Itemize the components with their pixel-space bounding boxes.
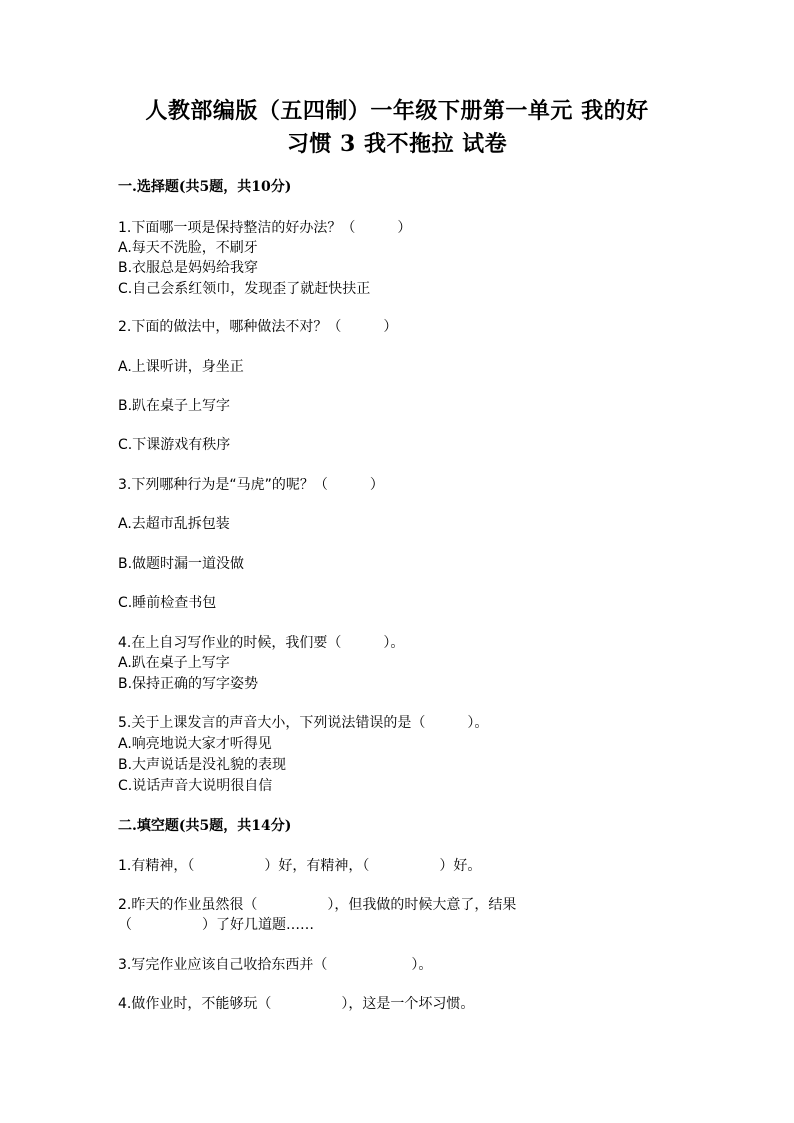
- section-heading-fill-blank: 二.填空题(共5题，共14分): [118, 818, 292, 834]
- page-title-line-2: 习惯 3 我不拖拉 试卷: [286, 131, 508, 157]
- question-option: B.保持正确的写字姿势: [118, 676, 259, 692]
- question-stem: 4.在上自习写作业的时候，我们要（ ）。: [118, 635, 405, 651]
- question-option: C.说话声音大说明很自信: [118, 778, 273, 794]
- fill-blank-question: 3.写完作业应该自己收拾东西并（ ）。: [118, 957, 433, 973]
- question-option: A.趴在桌子上写字: [118, 655, 230, 671]
- question-option: A.每天不洗脸，不刷牙: [118, 240, 258, 256]
- question-stem: 2.下面的做法中，哪种做法不对？（ ）: [118, 319, 398, 335]
- question-stem: 1.下面哪一项是保持整洁的好办法？（ ）: [118, 220, 412, 236]
- question-option: B.做题时漏一道没做: [118, 556, 245, 572]
- page-title-line-1: 人教部编版（五四制）一年级下册第一单元 我的好: [145, 98, 649, 124]
- question-option: A.上课听讲，身坐正: [118, 359, 244, 375]
- fill-blank-question: 2.昨天的作业虽然很（ ），但我做的时候大意了，结果: [118, 897, 517, 913]
- question-option: B.衣服总是妈妈给我穿: [118, 260, 259, 276]
- question-option: A.响亮地说大家才听得见: [118, 736, 272, 752]
- question-option: B.趴在桌子上写字: [118, 398, 231, 414]
- fill-blank-question: 4.做作业时，不能够玩（ ），这是一个坏习惯。: [118, 996, 475, 1012]
- question-option: C.睡前检查书包: [118, 595, 217, 611]
- question-option: B.大声说话是没礼貌的表现: [118, 757, 287, 773]
- section-heading-choice: 一.选择题(共5题，共10分): [118, 179, 292, 195]
- question-stem: 5.关于上课发言的声音大小，下列说法错误的是（ ）。: [118, 715, 489, 731]
- question-option: C.下课游戏有秩序: [118, 437, 231, 453]
- fill-blank-question: 1.有精神，（ ）好，有精神，（ ）好。: [118, 858, 482, 874]
- question-stem: 3.下列哪种行为是“马虎”的呢？（ ）: [118, 477, 384, 493]
- question-option: C.自己会系红领巾，发现歪了就赶快扶正: [118, 281, 371, 297]
- question-option: A.去超市乱拆包装: [118, 516, 230, 532]
- fill-blank-question-continued: （ ）了好几道题……: [118, 917, 314, 933]
